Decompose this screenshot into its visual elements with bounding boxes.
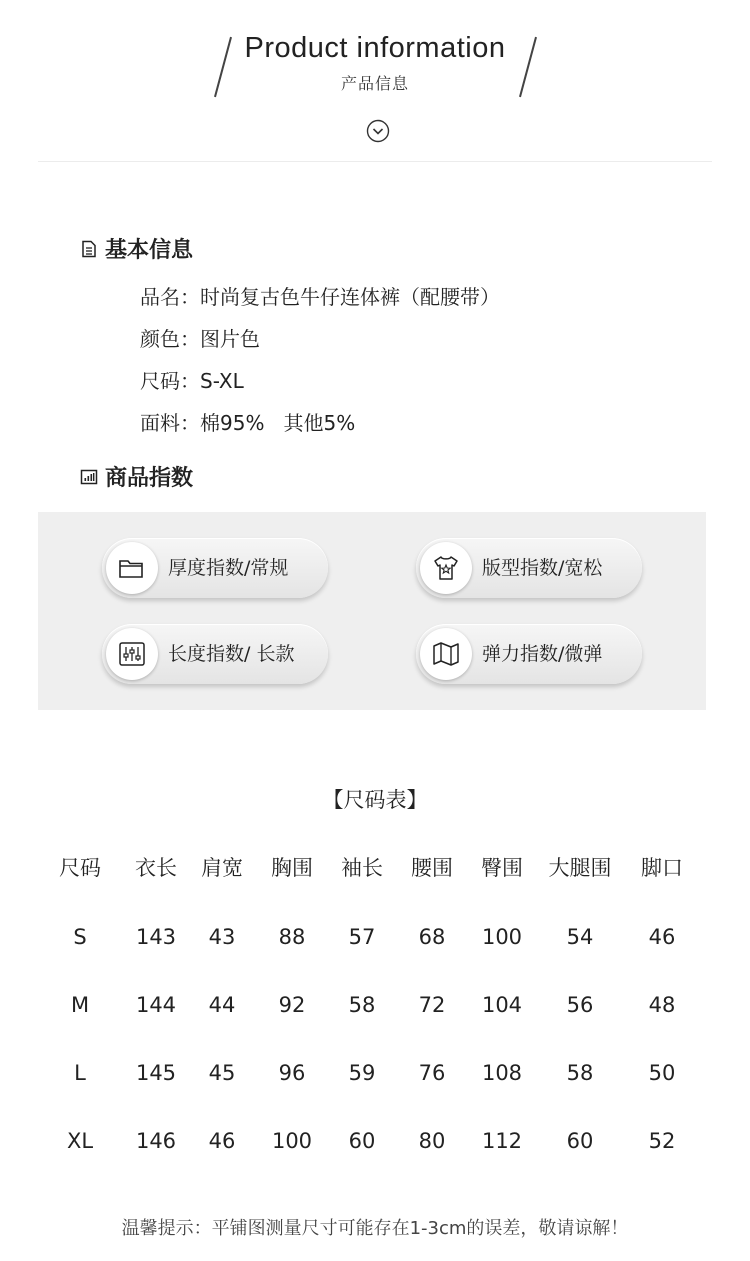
- table-cell: 146: [135, 1129, 177, 1153]
- table-cell: 145: [135, 1061, 177, 1085]
- length-index-pill: [102, 624, 328, 684]
- table-cell: 80: [418, 1129, 446, 1153]
- table-cell: 48: [648, 993, 676, 1017]
- elasticity-index-pill: [416, 624, 642, 684]
- elasticity-index-label: 弹力指数/微弹: [482, 643, 603, 665]
- info-value: 时尚复古色牛仔连体裤（配腰带）: [200, 285, 500, 309]
- table-cell: 100: [481, 925, 523, 949]
- info-value: 图片色: [200, 327, 260, 351]
- thickness-index-pill: [102, 538, 328, 598]
- table-header-cell: 大腿围: [548, 856, 612, 880]
- table-cell: 58: [566, 1061, 594, 1085]
- table-header-cell: 胸围: [271, 856, 313, 880]
- table-cell: 88: [278, 925, 306, 949]
- basic-info-heading: [80, 233, 193, 264]
- table-cell: 92: [278, 993, 306, 1017]
- table-header-cell: 尺码: [59, 856, 101, 880]
- table-cell: L: [74, 1061, 86, 1085]
- fit-index-label: 版型指数/宽松: [482, 557, 603, 579]
- table-cell: 59: [348, 1061, 376, 1085]
- table-header-cell: 袖长: [341, 856, 383, 880]
- table-cell: 60: [566, 1129, 594, 1153]
- table-header-cell: 肩宽: [201, 856, 243, 880]
- elasticity-icon-circle: [420, 628, 472, 680]
- table-cell: 68: [418, 925, 446, 949]
- folder-icon: [117, 553, 147, 583]
- size-table-title: 【尺码表】: [322, 788, 428, 812]
- product-index-panel: [38, 512, 706, 710]
- info-row-name: [140, 283, 500, 325]
- measurement-note: 温馨提示：平铺图测量尺寸可能存在1-3cm的误差，敬请谅解！: [121, 1218, 629, 1239]
- fit-icon-circle: [420, 542, 472, 594]
- length-icon-circle: [106, 628, 158, 680]
- length-index-label: 长度指数/ 长款: [168, 643, 295, 665]
- header-divider: [38, 161, 712, 162]
- table-cell: 72: [418, 993, 446, 1017]
- info-label: 尺码：: [140, 369, 200, 393]
- table-row: [0, 985, 750, 1025]
- header-subtitle: 产品信息: [340, 74, 409, 93]
- table-cell: 96: [278, 1061, 306, 1085]
- table-cell: M: [70, 993, 90, 1017]
- fit-index-pill: [416, 538, 642, 598]
- info-value: S-XL: [200, 369, 244, 393]
- table-cell: S: [73, 925, 87, 949]
- info-row-color: [140, 325, 500, 367]
- info-row-fabric: [140, 409, 500, 451]
- info-value: 棉95% 其他5%: [200, 411, 356, 435]
- table-cell: 44: [208, 993, 236, 1017]
- table-row: [0, 917, 750, 957]
- map-icon: [431, 639, 461, 669]
- basic-info-heading-text: 基本信息: [105, 238, 194, 263]
- table-cell: XL: [66, 1129, 94, 1153]
- tshirt-icon: [431, 553, 461, 583]
- product-index-heading: [80, 461, 193, 492]
- table-header-cell: 衣长: [135, 856, 177, 880]
- table-cell: 104: [481, 993, 523, 1017]
- product-index-heading-text: 商品指数: [105, 466, 194, 491]
- info-label: 品名：: [140, 285, 200, 309]
- table-cell: 144: [135, 993, 177, 1017]
- table-cell: 52: [648, 1129, 676, 1153]
- table-cell: 50: [648, 1061, 676, 1085]
- table-cell: 143: [135, 925, 177, 949]
- table-cell: 43: [208, 925, 236, 949]
- info-row-size: [140, 367, 500, 409]
- table-header-cell: 脚口: [641, 856, 683, 880]
- table-cell: 108: [481, 1061, 523, 1085]
- info-label: 颜色：: [140, 327, 200, 351]
- sliders-icon: [117, 639, 147, 669]
- table-cell: 46: [208, 1129, 236, 1153]
- table-cell: 56: [566, 993, 594, 1017]
- basic-info-list: [140, 283, 500, 451]
- table-header-cell: 腰围: [411, 856, 453, 880]
- product-info-header: [0, 0, 750, 165]
- table-cell: 76: [418, 1061, 446, 1085]
- thickness-icon-circle: [106, 542, 158, 594]
- header-title: Product information: [244, 32, 506, 64]
- info-label: 面料：: [140, 411, 200, 435]
- table-cell: 57: [348, 925, 376, 949]
- table-cell: 45: [208, 1061, 236, 1085]
- table-cell: 54: [566, 925, 594, 949]
- table-cell: 58: [348, 993, 376, 1017]
- table-header-cell: 臀围: [481, 856, 523, 880]
- table-cell: 46: [648, 925, 676, 949]
- table-row: [0, 1121, 750, 1161]
- table-cell: 60: [348, 1129, 376, 1153]
- thickness-index-label: 厚度指数/常规: [168, 557, 289, 579]
- chevron-down-icon: [366, 119, 390, 143]
- table-row: [0, 1053, 750, 1093]
- document-icon: [80, 240, 98, 258]
- table-cell: 112: [481, 1129, 523, 1153]
- size-table-header: [0, 848, 750, 888]
- bar-chart-icon: [80, 468, 98, 486]
- table-cell: 100: [271, 1129, 313, 1153]
